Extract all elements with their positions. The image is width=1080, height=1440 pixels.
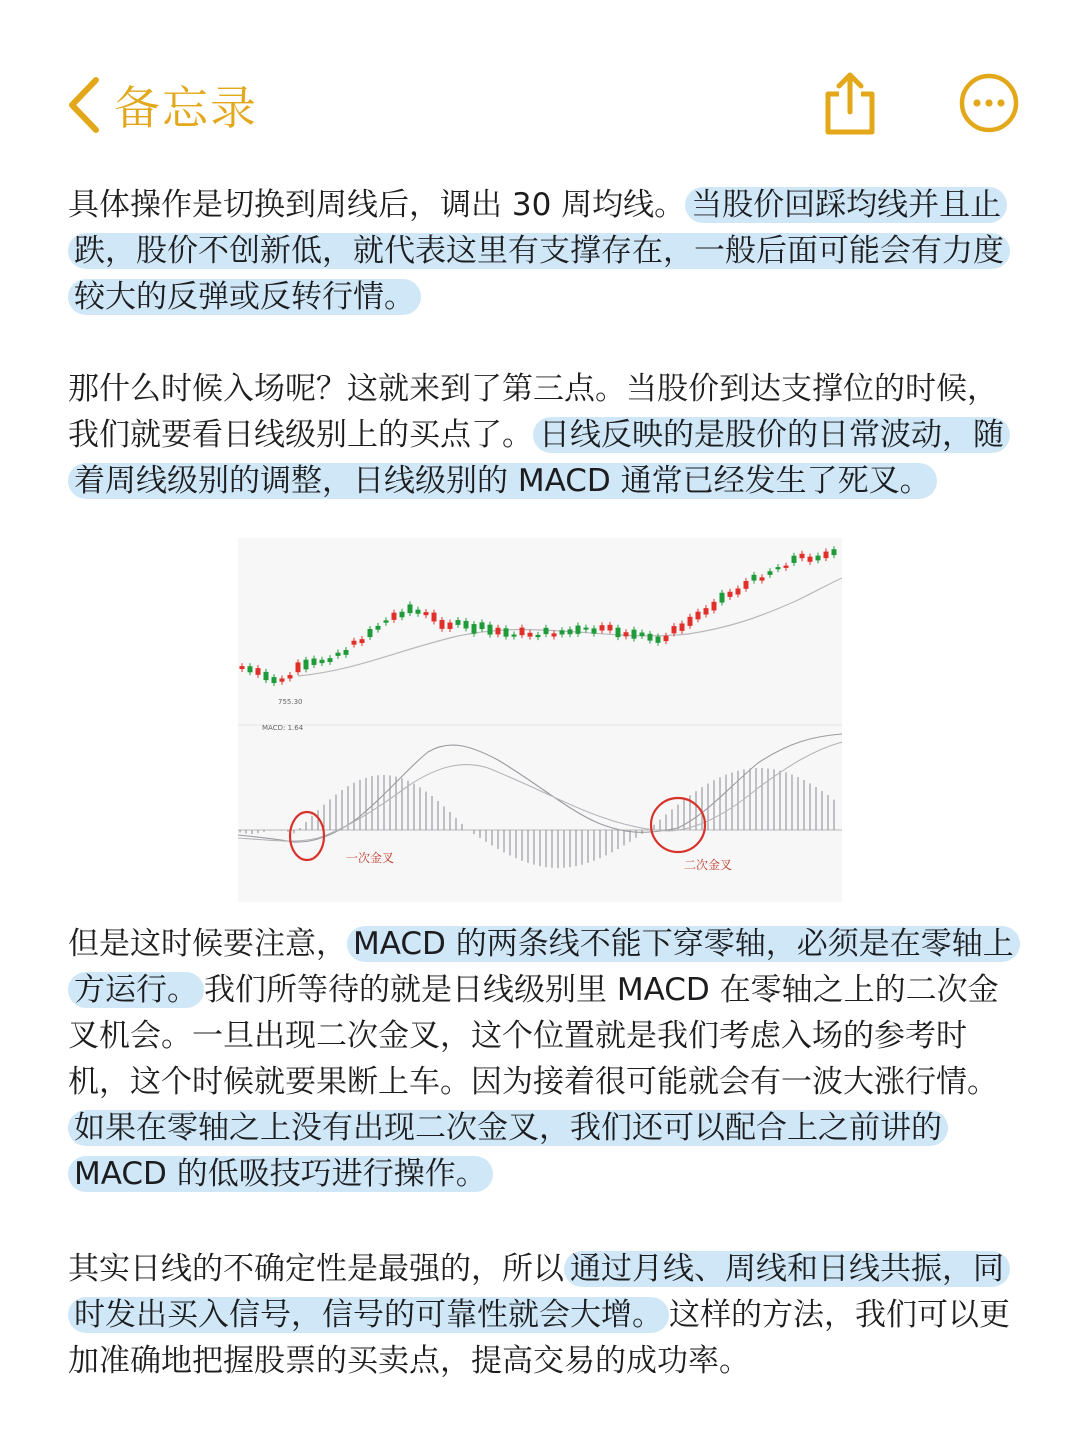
note-paragraph-4 <box>68 1246 1028 1384</box>
candle-body <box>600 625 605 630</box>
back-button[interactable] <box>62 70 258 140</box>
candle-body <box>800 554 805 558</box>
candle-body <box>688 617 693 626</box>
candle-body <box>384 620 389 622</box>
text-segment: 我们所等待的就是日线级别里 MACD 在零轴之上的二次金叉机会。一旦出现二次金叉，这个位置就是我们考虑入场的参考时机，这个时候就要果断上车。因为接着很可能就会有一波大涨行情。 <box>68 972 999 1100</box>
candle-body <box>672 626 677 633</box>
candle-body <box>336 653 341 656</box>
text-segment: 具体操作是切换到周线后，调出 30 周均线。 <box>68 187 686 223</box>
candle-body <box>320 660 325 663</box>
candle-body <box>472 624 477 634</box>
candle-body <box>752 575 757 581</box>
share-button[interactable] <box>820 70 880 136</box>
candle-body <box>344 650 349 655</box>
candle-body <box>680 623 685 630</box>
candle-body <box>784 566 789 568</box>
highlighted-text: 当股价回踩均线并且止跌，股价不创新低，就代表这里有支撑存在，一般后面可能会有力度较大的反弹或反转行情。 <box>68 187 1010 315</box>
candle-body <box>608 625 613 631</box>
candle-body <box>728 592 733 597</box>
chevron-left-icon <box>62 74 106 136</box>
candle-body <box>240 666 245 669</box>
highlighted-text: 日线反映的是股价的日常波动，随着周线级别的调整，日线级别的 MACD 通常已经发生了死叉。 <box>68 417 1010 499</box>
highlighted-text: 通过月线、周线和日线共振，同时发出买入信号，信号的可靠性就会大增。 <box>68 1251 1010 1333</box>
candle-body <box>544 628 549 634</box>
candle-body <box>776 567 781 569</box>
candle-body <box>560 630 565 634</box>
candle-body <box>536 635 541 637</box>
candle-body <box>264 672 269 680</box>
candle-body <box>464 621 469 628</box>
candle-body <box>376 626 381 630</box>
first-cross-label: 一次金叉 <box>346 851 395 865</box>
candle-body <box>552 633 557 636</box>
macd-histogram <box>240 768 834 868</box>
macd-chart-image <box>238 538 842 902</box>
candle-body <box>632 630 637 639</box>
candle-body <box>704 608 709 614</box>
macd-dea-line <box>238 742 842 841</box>
candle-body <box>360 639 365 643</box>
candle-body <box>400 612 405 618</box>
text-segment: 这样的方法，我们可以更加准确地把握股票的买卖点，提高交易的成功率。 <box>68 1297 1010 1379</box>
highlighted-text: MACD 的两条线不能下穿零轴，必须是在零轴上方运行。 <box>68 926 1020 1008</box>
candle-body <box>768 571 773 575</box>
candle-body <box>280 678 285 681</box>
candle-body <box>432 613 437 622</box>
note-paragraph-3 <box>68 921 1028 1197</box>
candle-body <box>576 626 581 634</box>
second-cross-label: 二次金叉 <box>684 858 733 872</box>
candle-body <box>296 662 301 672</box>
more-icon <box>958 72 1020 134</box>
candle-body <box>720 593 725 603</box>
candle-body <box>256 668 261 675</box>
first-cross-circle <box>290 812 324 860</box>
candle-body <box>392 613 397 620</box>
nav-bar <box>0 0 1080 150</box>
candle-body <box>480 622 485 629</box>
candle-body <box>568 629 573 634</box>
candle-body <box>496 628 501 635</box>
candle-body <box>648 634 653 641</box>
share-icon <box>820 70 880 136</box>
more-button[interactable] <box>958 72 1020 134</box>
candle-body <box>520 628 525 636</box>
candle-body <box>808 557 813 562</box>
candle-body <box>448 623 453 629</box>
candle-body <box>272 677 277 683</box>
candle-body <box>328 658 333 662</box>
candle-body <box>440 620 445 629</box>
candle-body <box>512 634 517 636</box>
text-segment: 其实日线的不确定性是最强的，所以 <box>68 1251 564 1287</box>
candle-body <box>792 556 797 563</box>
back-label: 备忘录 <box>114 81 258 135</box>
text-segment: 但是这时候要注意， <box>68 926 347 962</box>
candle-body <box>712 602 717 611</box>
candle-body <box>584 628 589 630</box>
candle-body <box>824 552 829 559</box>
candle-body <box>832 549 837 555</box>
candlesticks <box>240 546 837 686</box>
candle-body <box>664 636 669 641</box>
candle-body <box>488 625 493 635</box>
candle-body <box>656 636 661 642</box>
low-price-label: 755.30 <box>278 698 303 706</box>
note-paragraph-1 <box>68 182 1028 320</box>
candlestick-macd-chart <box>238 538 842 902</box>
macd-dif-line <box>238 734 842 842</box>
candle-body <box>408 604 413 613</box>
candle-body <box>504 628 509 636</box>
candle-body <box>416 610 421 614</box>
macd-value-label: MACD: 1.64 <box>262 724 304 732</box>
candle-body <box>624 632 629 636</box>
candle-body <box>736 588 741 594</box>
candle-body <box>424 612 429 615</box>
candle-body <box>352 641 357 645</box>
candle-body <box>368 629 373 637</box>
candle-body <box>248 666 253 672</box>
candle-body <box>696 612 701 620</box>
text-segment: 那什么时候入场呢？这就来到了第三点。当股价到达支撑位的时候，我们就要看日线级别上的买点了。 <box>68 371 998 453</box>
candle-body <box>592 628 597 633</box>
candle-body <box>760 577 765 580</box>
note-paragraph-2 <box>68 366 1028 504</box>
candle-body <box>816 556 821 561</box>
candle-body <box>528 633 533 637</box>
candle-body <box>312 659 317 665</box>
candle-body <box>304 660 309 670</box>
candle-body <box>640 633 645 636</box>
candle-body <box>616 628 621 637</box>
highlighted-text: 如果在零轴之上没有出现二次金叉，我们还可以配合上之前讲的 MACD 的低吸技巧进行操作。 <box>68 1110 948 1192</box>
candle-body <box>288 675 293 678</box>
candle-body <box>456 620 461 625</box>
candle-body <box>744 581 749 589</box>
